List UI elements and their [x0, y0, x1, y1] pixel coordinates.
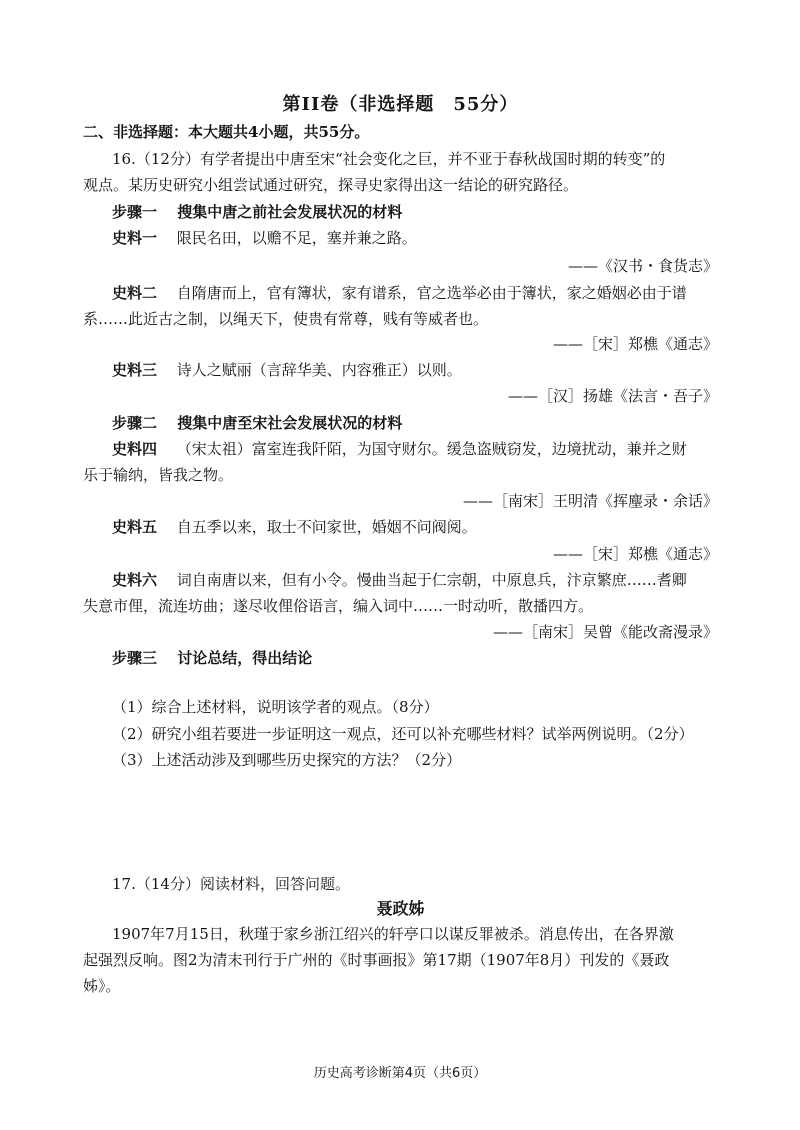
q17-paragraph-line3: 姊》。 — [83, 977, 121, 995]
source2 — [112, 281, 718, 305]
source4-citation: ——［南宋］王明清《挥麈录・余话》 — [462, 492, 718, 510]
source1-citation: ——《汉书・食货志》 — [567, 257, 718, 275]
source6-text-2: 失意市俚，流连坊曲；遂尽收俚俗语言，编入词中……一时动听，散播四方。 — [83, 597, 594, 615]
q16-stem-line1: 16.（12分）有学者提出中唐至宋“社会变化之巨，并不亚于春秋战国时期的转变”的 — [112, 150, 666, 168]
q16-subquestion-3: （3）上述活动涉及到哪些历史探究的方法？（2分） — [112, 751, 462, 769]
q16-subquestion-1: （1）综合上述材料，说明该学者的观点。（8分） — [112, 698, 439, 716]
source6-text-1: 词自南唐以来，但有小令。慢曲当起于仁宗朝，中原息兵，汴京繁庶……耆卿 — [176, 571, 687, 589]
step1-label: 步骤一 — [112, 203, 158, 221]
step1-text: 搜集中唐之前社会发展状况的材料 — [177, 203, 403, 221]
source1 — [112, 226, 718, 250]
source6-citation: ——［南宋］吴曾《能改斋漫录》 — [492, 623, 718, 641]
source5 — [112, 515, 718, 539]
section-heading: 二、非选择题：本大题共4小题，共55分。 — [83, 123, 370, 141]
q16-subquestion-2: （2）研究小组若要进一步证明这一观点，还可以补充哪些材料？试举两例说明。（2分） — [112, 725, 694, 743]
source6 — [112, 568, 718, 592]
source3-text: 诗人之赋丽（言辞华美、内容雅正）以则。 — [176, 361, 462, 379]
source3-label: 史料三 — [112, 361, 158, 379]
q17-subtitle: 聂政姊 — [376, 899, 425, 918]
source2-citation: ——［宋］郑樵《通志》 — [552, 335, 718, 353]
source4 — [112, 437, 718, 461]
source1-label: 史料一 — [112, 229, 158, 247]
source3-citation: ——［汉］扬雄《法言・吾子》 — [507, 387, 718, 405]
step3-label: 步骤三 — [112, 649, 158, 667]
q17-paragraph-line2: 起强烈反响。图2为清末刊行于广州的《时事画报》第17期（1907年8月）刊发的《聂政 — [83, 951, 670, 969]
step2 — [112, 411, 718, 435]
step3-text: 讨论总结，得出结论 — [177, 649, 313, 667]
footer-text: 历史高考诊断第4页（共6页） — [313, 1066, 487, 1081]
source4-label: 史料四 — [112, 440, 158, 458]
source5-text: 自五季以来，取士不问家世，婚姻不问阀阅。 — [176, 518, 477, 536]
source4-text-1: （宋太祖）富室连我阡陌，为国守财尔。缓急盗贼窃发，边境扰动，兼并之财 — [176, 440, 687, 458]
page-footer — [0, 1064, 800, 1084]
step3 — [112, 646, 718, 670]
q17-paragraph-line1: 1907年7月15日，秋瑾于家乡浙江绍兴的轩亭口以谋反罪被杀。消息传出，在各界激 — [112, 925, 674, 943]
q16-stem-line2: 观点。某历史研究小组尝试通过研究，探寻史家得出这一结论的研究路径。 — [83, 176, 579, 194]
step2-text: 搜集中唐至宋社会发展状况的材料 — [177, 414, 403, 432]
section-title: 第II卷（非选择题 55分） — [282, 94, 519, 115]
source3 — [112, 358, 718, 382]
source6-label: 史料六 — [112, 571, 158, 589]
q17-stem: 17.（14分）阅读材料，回答问题。 — [112, 875, 350, 893]
source2-text-1: 自隋唐而上，官有簿状，家有谱系，官之选举必由于簿状，家之婚姻必由于谱 — [176, 284, 687, 302]
source5-label: 史料五 — [112, 518, 158, 536]
source2-text-2: 系……此近古之制，以绳天下，使贵有常尊，贱有等威者也。 — [83, 310, 489, 328]
step2-label: 步骤二 — [112, 414, 158, 432]
source1-text: 限民名田，以赡不足，塞并兼之路。 — [176, 229, 417, 247]
source5-citation: ——［宋］郑樵《通志》 — [552, 545, 718, 563]
step1 — [112, 200, 718, 224]
source2-label: 史料二 — [112, 284, 158, 302]
source4-text-2: 乐于输纳，皆我之物。 — [83, 466, 234, 484]
